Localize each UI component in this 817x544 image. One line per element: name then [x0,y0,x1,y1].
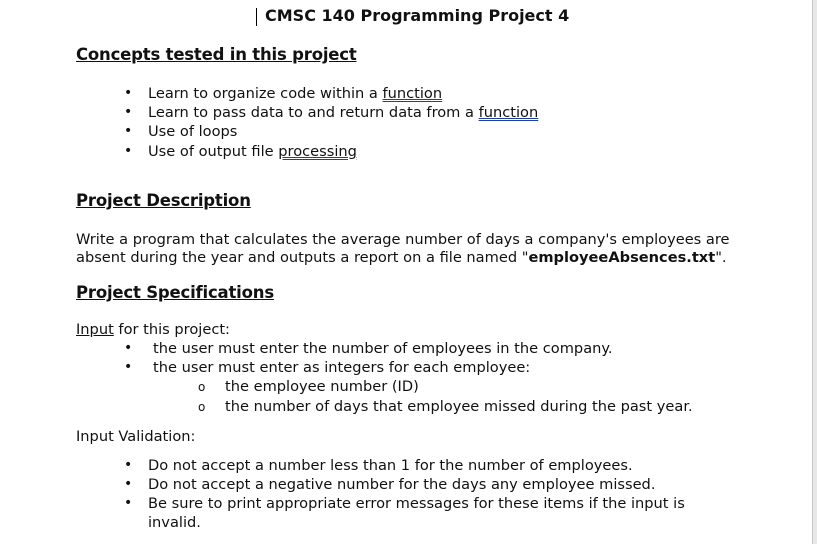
input-line: Input for this project: [76,321,230,338]
bullet-icon: • [124,340,133,356]
sub-item-2: the number of days that employee missed during the past year. [225,398,693,415]
concept-item-1-link: function [382,85,443,102]
validation-item-3-continuation: invalid. [148,514,201,531]
bullet-icon: • [124,457,133,473]
concept-item-4: Use of output file processing [148,143,357,160]
circle-bullet-icon: o [198,380,206,394]
bullet-icon: • [124,476,133,492]
description-line-1: Write a program that calculates the average number of days a company's employees are [76,231,730,248]
concepts-heading: Concepts tested in this project [76,45,357,64]
bullet-icon: • [124,495,133,511]
bullet-icon: • [124,143,133,159]
description-line-2: absent during the year and outputs a report on a file named "employeeAbsences.txt". [76,249,727,266]
concept-item-3: Use of loops [148,123,238,140]
concept-item-2: Learn to pass data to and return data from a function [148,104,539,121]
text-cursor [256,8,257,26]
input-label: Input [76,321,114,338]
validation-item-1: Do not accept a number less than 1 for the number of employees. [148,457,633,474]
concept-item-4-link: processing [278,143,357,160]
page-edge [812,0,817,544]
circle-bullet-icon: o [198,400,206,414]
concept-item-2-link: function [478,104,539,121]
bullet-icon: • [124,104,133,120]
concept-item-1: Learn to organize code within a function [148,85,443,102]
bullet-icon: • [124,359,133,375]
validation-label: Input Validation: [76,428,196,445]
output-filename: employeeAbsences.txt [528,249,716,266]
bullet-icon: • [124,123,133,139]
validation-item-3: Be sure to print appropriate error messages for these items if the input is [148,495,685,512]
input-item-2: the user must enter as integers for each employee: [153,359,531,376]
bullet-icon: • [124,85,133,101]
input-item-1: the user must enter the number of employees in the company. [153,340,613,357]
sub-item-1: the employee number (ID) [225,378,419,395]
specifications-heading: Project Specifications [76,283,274,302]
document-title: CMSC 140 Programming Project 4 [265,6,570,25]
validation-item-2: Do not accept a negative number for the days any employee missed. [148,476,656,493]
description-heading: Project Description [76,191,251,210]
